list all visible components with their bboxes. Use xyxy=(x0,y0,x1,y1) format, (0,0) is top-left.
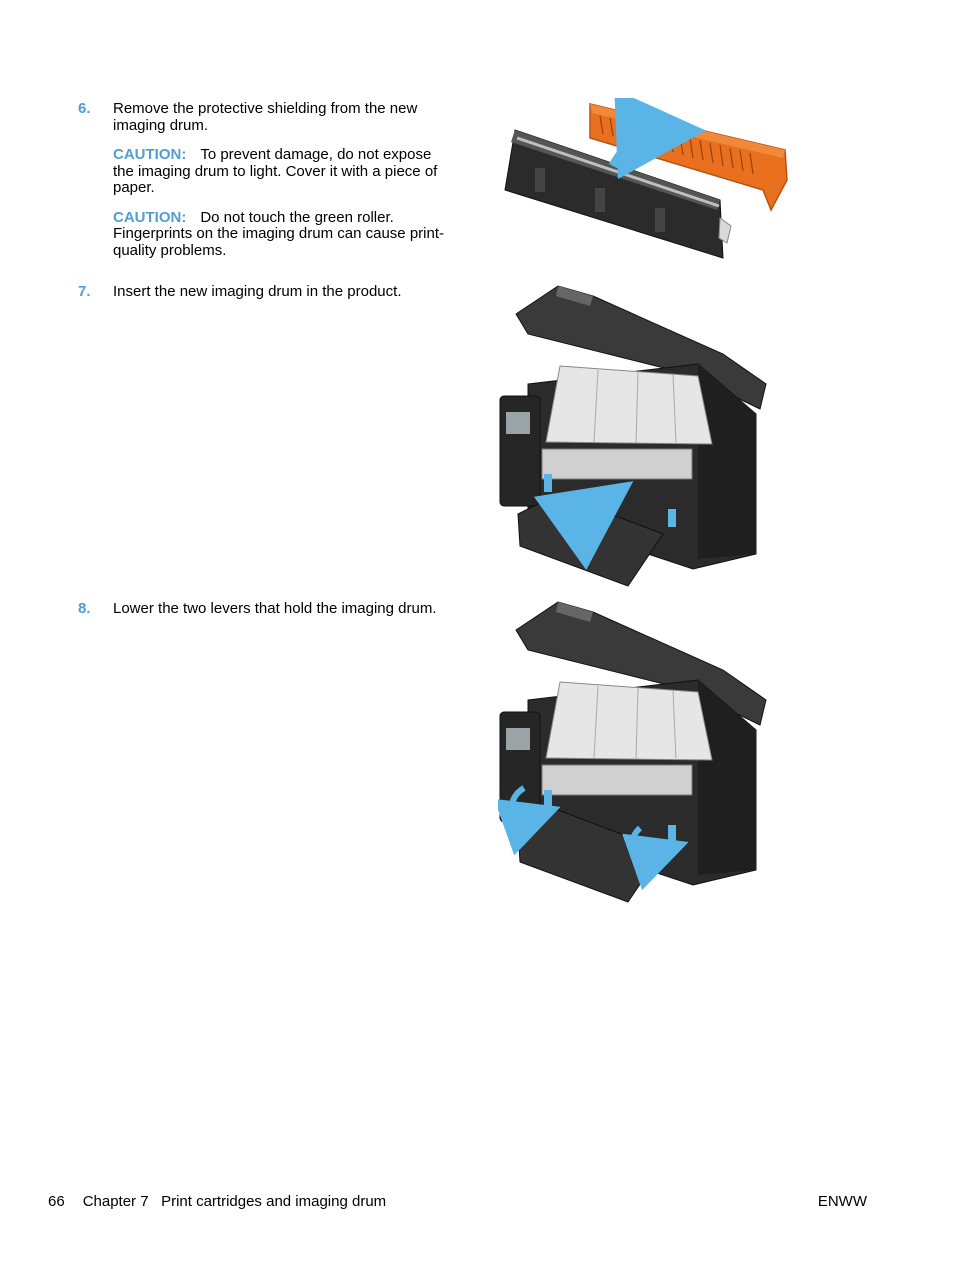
step-number: 6. xyxy=(78,100,91,117)
step-8 xyxy=(78,601,448,618)
left-lever xyxy=(544,790,552,808)
step-number: 7. xyxy=(78,283,91,300)
step-text: Insert the new imaging drum in the product. xyxy=(113,283,402,300)
step-body xyxy=(113,101,448,259)
caution-text: To prevent damage, do not expose the imaging drum to light. Cover it with a piece of paper. xyxy=(113,146,438,196)
step-body xyxy=(113,601,448,618)
page-footer-left xyxy=(48,1193,386,1210)
step-number: 8. xyxy=(78,600,91,617)
page-footer-right: ENWW xyxy=(817,1193,867,1210)
caution-label: CAUTION: xyxy=(113,208,187,226)
caution-text: Do not touch the green roller. Fingerprints on the imaging drum can cause print-quality problems. xyxy=(113,208,444,259)
step-text: Lower the two levers that hold the imaging drum. xyxy=(113,600,437,617)
left-lever xyxy=(544,474,552,492)
drum-door xyxy=(546,682,712,760)
right-lever xyxy=(668,825,676,843)
step-7 xyxy=(78,284,448,301)
page-number: 66 xyxy=(48,1193,65,1210)
imaging-drum-illustration xyxy=(495,98,795,270)
caution-note xyxy=(113,210,448,260)
chapter-title: Chapter 7 Print cartridges and imaging drum xyxy=(82,1193,387,1210)
caution-label: CAUTION: xyxy=(113,146,187,163)
step-6 xyxy=(78,101,448,259)
printer-lower-levers-illustration xyxy=(498,600,770,904)
caution-note xyxy=(113,147,448,197)
step-body xyxy=(113,284,448,301)
right-lever xyxy=(668,509,676,527)
printer-insert-drum-illustration xyxy=(498,284,770,588)
step-text: Remove the protective shielding from the new imaging drum. xyxy=(113,100,418,134)
drum-door xyxy=(546,366,712,444)
